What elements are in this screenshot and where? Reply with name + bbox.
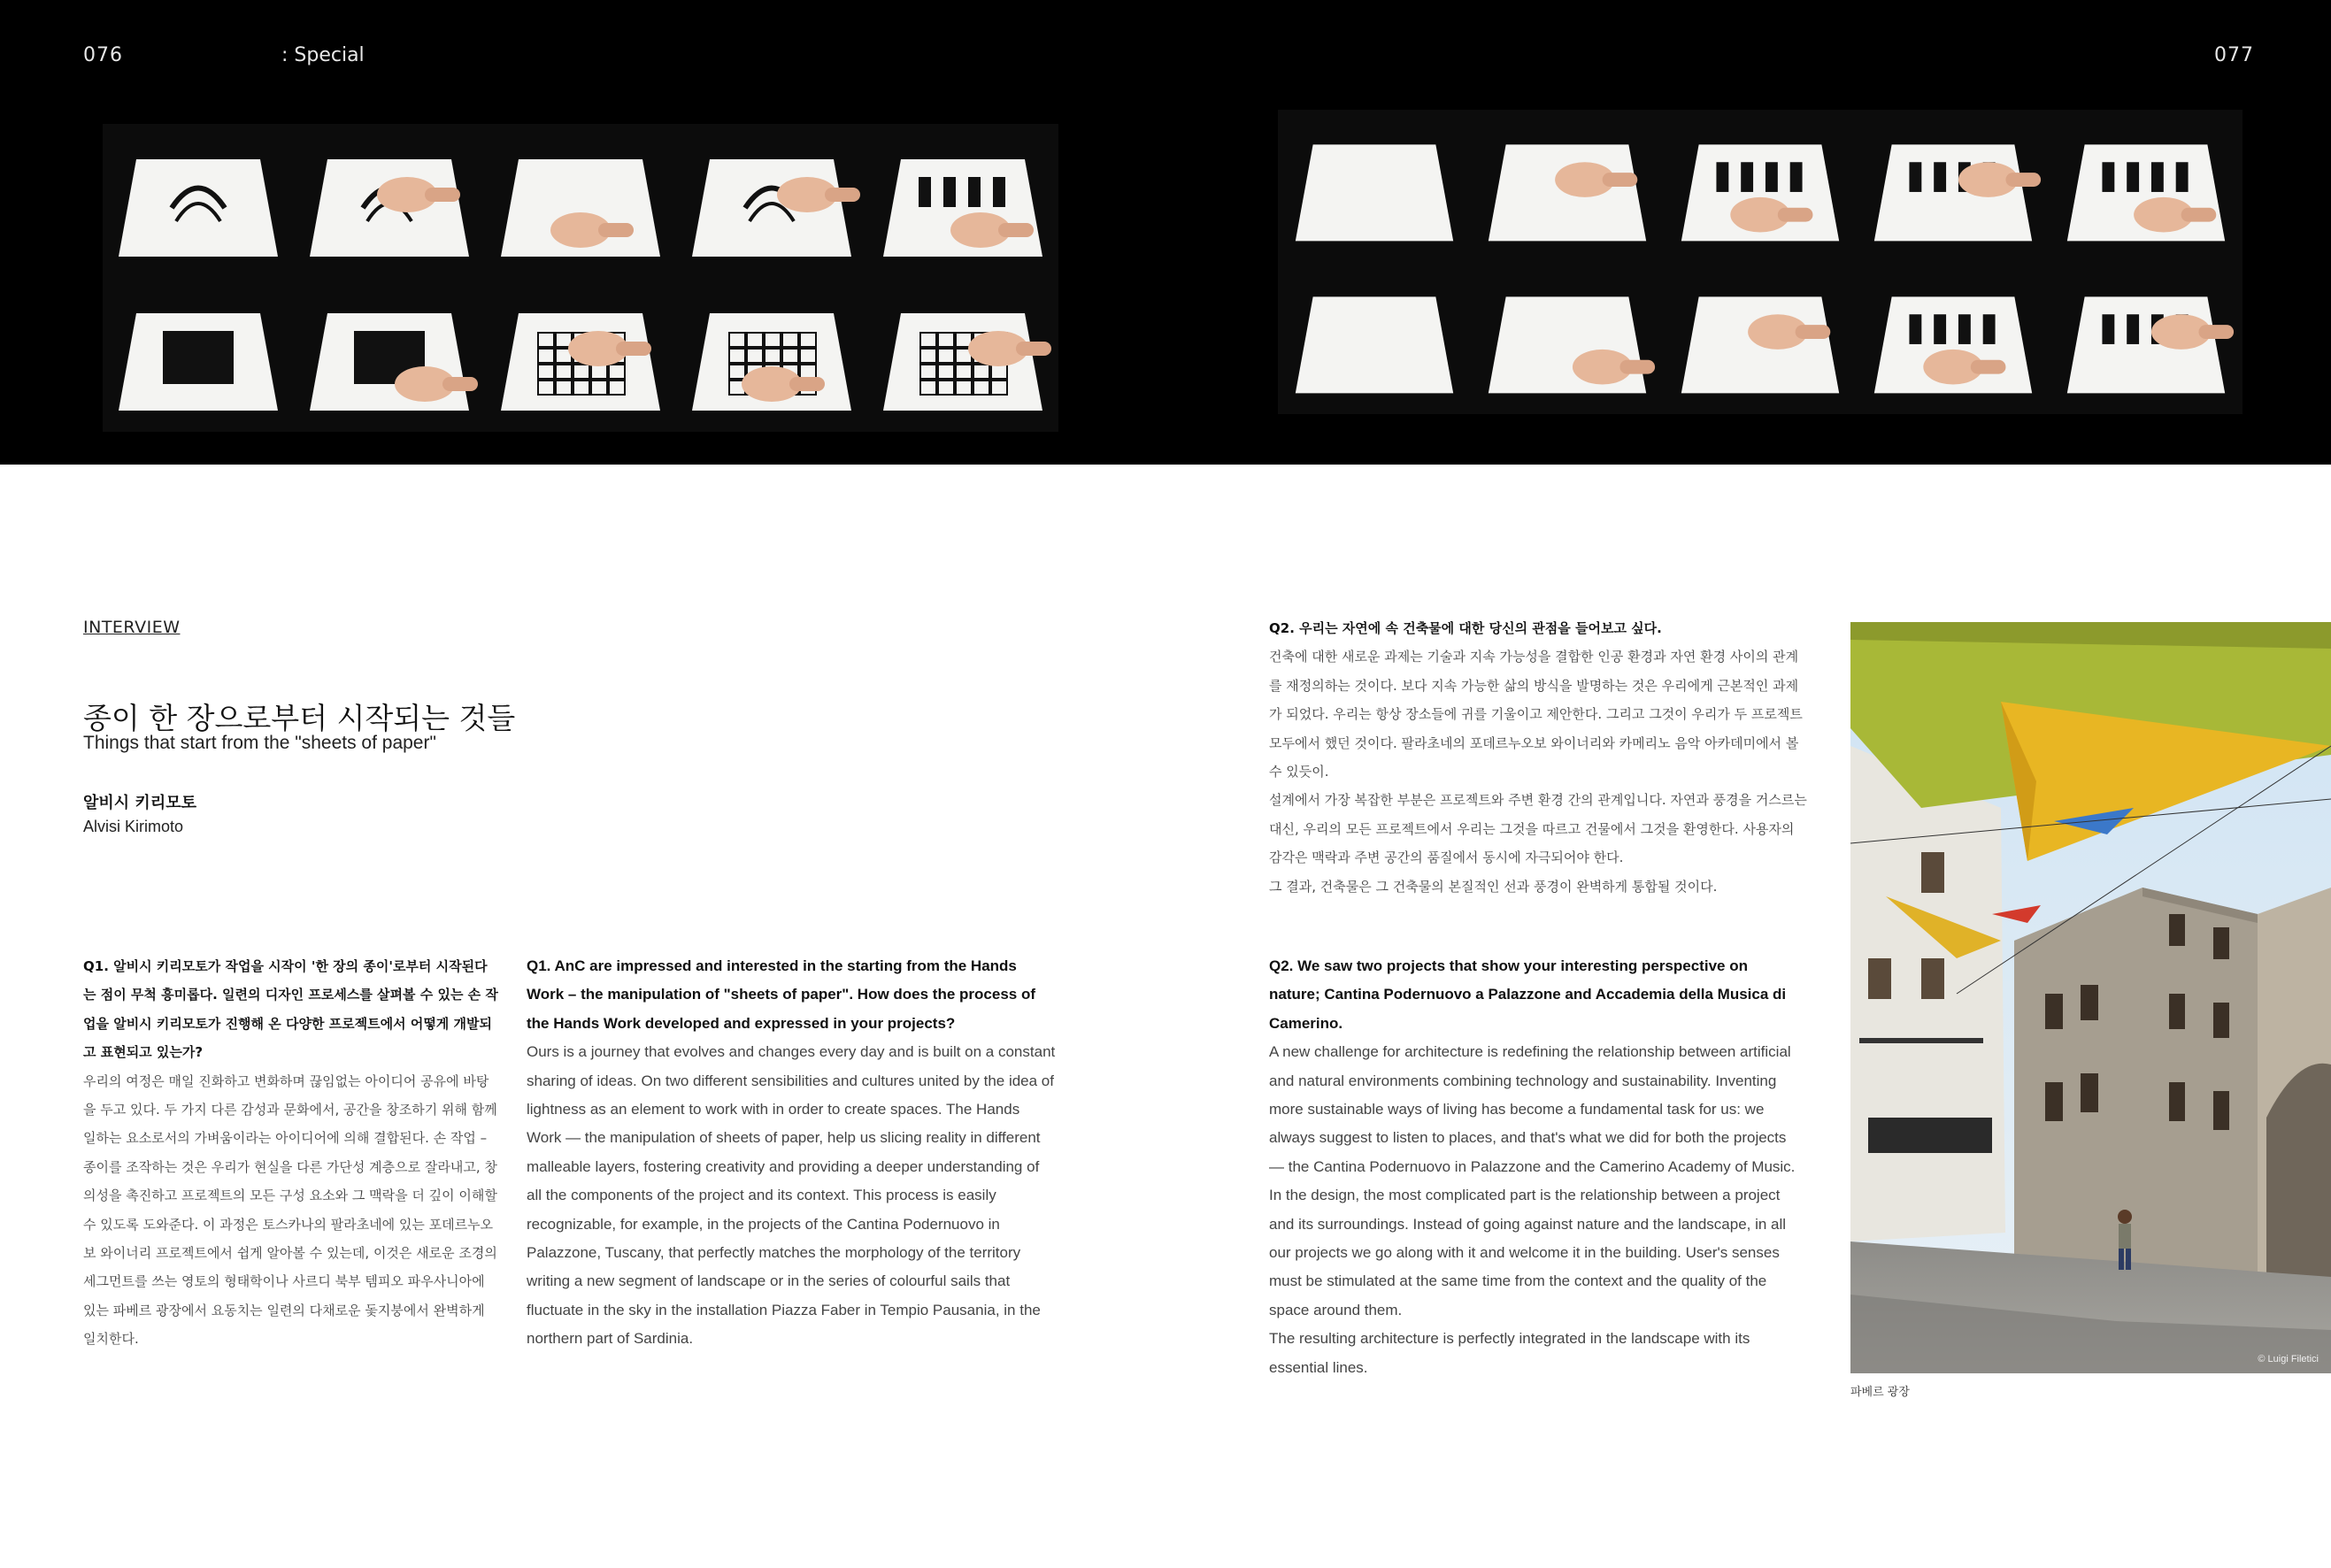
column-q2-english: [1269, 952, 1800, 1382]
q2-answer-english-1: A new challenge for architecture is redefining the relationship between artificial and natural environments combining technology and sustainability. Inventing more sustainable ways of living has become a fundamental task for us: we always suggest to listen to places, and that's what we did for both the projects — the Cantina Podernuovo in Palazzone and the Camerino Academy of Music.: [1269, 1043, 1796, 1175]
paper-illustration: [867, 278, 1058, 432]
q2-answer-english-2: In the design, the most complicated part is the relationship between a project and its surroundings. Instead of going against nature and the landscape, in all our projects we go along with it and welcome it in the building. User's senses must be stimulated at the same time from the context and the quality of the space around them.: [1269, 1187, 1787, 1318]
q2-answer-korean-2: 설계에서 가장 복잡한 부분은 프로젝트와 주변 환경 간의 관계입니다. 자연과 풍경을 거스르는 대신, 우리의 모든 프로젝트에서 우리는 그것을 따르고 건물에서 그것을 환영한다. 사용자의 감각은 맥락과 주변 공간의 품질에서 동시에 자극되어야 한다.: [1269, 792, 1807, 866]
hands-work-photo: [1857, 110, 2050, 262]
column-q1-english: [527, 952, 1058, 1354]
q2-answer-korean-3: 그 결과, 건축물은 그 건축물의 본질적인 선과 풍경이 완벽하게 통합될 것이다.: [1269, 878, 1718, 895]
q2-question-korean: Q2. 우리는 자연에 속 건축물에 대한 당신의 관점을 들어보고 싶다.: [1269, 620, 1662, 636]
piazza-faber-illustration: [1850, 622, 2331, 1373]
hands-work-photo: [2050, 262, 2243, 414]
hands-work-photo: [1664, 262, 1857, 414]
photo-credit: © Luigi Filetici: [2258, 1354, 2319, 1364]
paper-illustration: [676, 124, 867, 278]
q2-answer-korean-1: 건축에 대한 새로운 과제는 기술과 지속 가능성을 결합한 인공 환경과 자연 환경 사이의 관계를 재정의하는 것이다. 보다 지속 가능한 삶의 방식을 발명하는 것은 우리에게 근본적인 과제가 되었다. 우리는 항상 장소들에 귀를 기울이고 제안한다. 그리고 그것이 우리가 두 프로젝트 모두에서 했던 것이다. 팔라초네의 포데르누오보 와이너리와 카메리노 음악 아카데미에서 볼 수 있듯이.: [1269, 649, 1803, 780]
paper-illustration: [1278, 262, 1471, 414]
hands-work-photo: [2050, 110, 2243, 262]
hands-work-photo: [294, 278, 485, 432]
hands-work-photo: [1471, 110, 1664, 262]
paper-illustration: [294, 278, 485, 432]
hands-work-photo: [1278, 110, 1471, 262]
page-number-left: 076: [83, 44, 123, 66]
paper-illustration: [1278, 110, 1471, 262]
hands-work-photo: [485, 124, 676, 278]
q1-question-english: Q1. AnC are impressed and interested in the starting from the Hands Work – the manipulation of "sheets of paper". How does the process of the Hands Work developed and expressed in your projects?: [527, 957, 1036, 1032]
hands-work-photo: [1664, 110, 1857, 262]
page-number-right: 077: [2214, 44, 2254, 66]
hands-work-photo: [676, 124, 867, 278]
paper-illustration: [103, 124, 294, 278]
author-name-korean: 알비시 키리모토: [83, 794, 196, 812]
article-title-korean: 종이 한 장으로부터 시작되는 것들: [83, 701, 516, 735]
paper-illustration: [1857, 262, 2050, 414]
paper-illustration: [103, 278, 294, 432]
hands-work-photo: [294, 124, 485, 278]
section-label: : Special: [281, 44, 365, 66]
q2-answer-english-3: The resulting architecture is perfectly integrated in the landscape with its essential lines.: [1269, 1330, 1750, 1376]
hands-work-photo: [1857, 262, 2050, 414]
hands-work-photo-grid-right: [1278, 110, 2243, 414]
paper-illustration: [1664, 110, 1857, 262]
interview-label: INTERVIEW: [83, 618, 181, 637]
author-name-english: Alvisi Kirimoto: [83, 818, 184, 835]
hands-work-photo: [867, 278, 1058, 432]
hands-work-photo: [103, 124, 294, 278]
paper-illustration: [1857, 110, 2050, 262]
paper-illustration: [2050, 110, 2243, 262]
hands-work-photo: [103, 278, 294, 432]
hands-work-photo: [676, 278, 867, 432]
paper-illustration: [294, 124, 485, 278]
hands-work-photo: [1278, 262, 1471, 414]
hands-work-photo-grid-left: [103, 124, 1058, 432]
hands-work-photo: [485, 278, 676, 432]
paper-illustration: [867, 124, 1058, 278]
q2-question-english: Q2. We saw two projects that show your interesting perspective on nature; Cantina Podernuovo a Palazzone and Accademia della Musica di Camerino.: [1269, 957, 1787, 1032]
q1-question-korean: Q1. 알비시 키리모토가 작업을 시작이 '한 장의 종이'로부터 시작된다는 점이 무척 흥미롭다. 일련의 디자인 프로세스를 살펴볼 수 있는 손 작업을 알비시 키리모토가 진행해 온 다양한 프로젝트에서 어떻게 개발되고 표현되고 있는가?: [83, 958, 498, 1061]
paper-illustration: [2050, 262, 2243, 414]
paper-illustration: [1471, 110, 1664, 262]
hands-work-photo: [1471, 262, 1664, 414]
paper-illustration: [1471, 262, 1664, 414]
paper-illustration: [485, 124, 676, 278]
article-title-english: Things that start from the "sheets of paper": [83, 733, 436, 753]
q1-answer-english: Ours is a journey that evolves and changes every day and is built on a constant sharing of ideas. On two different sensibilities and cultures united by the idea of lightness as an element to work with in order to create spaces. The Hands Work — the manipulation of sheets of paper, help us slicing reality in different malleable layers, fostering creativity and providing a deeper understanding of all the components of the project and its context. This process is easily recognizable, for example, in the projects of the Cantina Podernuovo in Palazzone, Tuscany, that perfectly matches the morphology of the territory writing a new segment of landscape or in the series of colourful sails that fluctuate in the sky in the installation Piazza Faber in Tempio Pausania, in the northern part of Sardinia.: [527, 1043, 1056, 1348]
piazza-faber-photo: [1850, 622, 2331, 1373]
column-q1-korean: [83, 952, 499, 1354]
paper-illustration: [676, 278, 867, 432]
q1-answer-korean: 우리의 여정은 매일 진화하고 변화하며 끊임없는 아이디어 공유에 바탕을 두고 있다. 두 가지 다른 감성과 문화에서, 공간을 창조하기 위해 함께 일하는 요소로서의 가벼움이라는 아이디어에 의해 결합된다. 손 작업 – 종이를 조작하는 것은 우리가 현실을 다른 가단성 계층으로 잘라내고, 창의성을 촉진하고 프로젝트의 모든 구성 요소와 그 맥락을 더 깊이 이해할 수 있도록 도와준다. 이 과정은 토스카나의 팔라초네에 있는 포데르누오보 와이너리 프로젝트에서 쉽게 알아볼 수 있는데, 이것은 새로운 조경의 세그먼트를 쓰는 영토의 형태학이나 사르디 북부 템피오 파우사니아에 있는 파베르 광장에서 요동치는 일련의 다채로운 돛지붕에서 완벽하게 일치한다.: [83, 1072, 497, 1348]
hands-work-photo: [867, 124, 1058, 278]
column-q2-korean: [1269, 614, 1809, 901]
paper-illustration: [485, 278, 676, 432]
paper-illustration: [1664, 262, 1857, 414]
photo-caption: 파베르 광장: [1850, 1386, 1910, 1399]
